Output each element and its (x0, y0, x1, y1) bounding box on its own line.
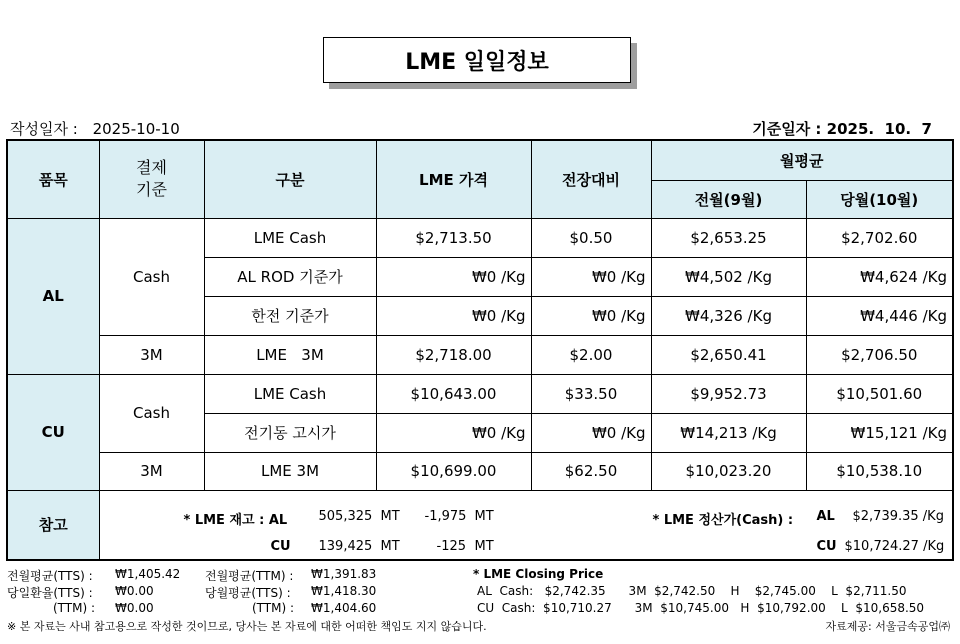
item-al: AL (7, 218, 99, 374)
price-cell: $2,713.50 (376, 218, 531, 257)
price-cell: $10,643.00 (376, 374, 531, 413)
category-cell: LME Cash (204, 218, 376, 257)
header-settle: 결제 기준 (99, 140, 204, 218)
cu-closing-price: CU Cash: $10,710.27 3M $10,745.00 H $10,792.00 L $10,658.50 (477, 601, 925, 615)
data-source: 자료제공: 서울금속공업㈜ (825, 620, 950, 633)
page-title: LME 일일정보 (323, 37, 631, 83)
reference-row (7, 490, 953, 560)
price-cell: $10,699.00 (376, 452, 531, 490)
table-row (7, 335, 953, 374)
stock-cu-label: CU (270, 538, 291, 554)
stock-al-change: -1,975 (424, 508, 467, 524)
price-cell: ₩0 /Kg (376, 257, 531, 296)
stock-cu-change-unit: MT (474, 538, 494, 554)
header-category: 구분 (204, 140, 376, 218)
change-cell: $0.50 (531, 218, 651, 257)
created-date-value: 2025-10-10 (92, 120, 180, 138)
item-cu: CU (7, 374, 99, 490)
today-rate-tts-value: ₩0.00 (115, 584, 154, 598)
this-avg-ttm-label: (TTM) : (252, 601, 295, 615)
settle-cu-value: $10,724.27 /Kg (844, 538, 945, 554)
header-this-month: 당월(10월) (806, 180, 953, 218)
prev-avg-tts-label: 전월평균(TTS) : (7, 569, 93, 583)
prev-month-cell: ₩4,502 /Kg (651, 257, 806, 296)
settle-price-label: * LME 정산가(Cash) : (652, 512, 794, 528)
this-month-cell: $10,538.10 (806, 452, 953, 490)
this-month-cell: ₩4,624 /Kg (806, 257, 953, 296)
prev-avg-ttm-value: ₩1,391.83 (311, 567, 377, 581)
header-prev-month: 전월(9월) (651, 180, 806, 218)
al-closing-price: AL Cash: $2,742.35 3M $2,742.50 H $2,745.00 L $2,711.50 (477, 584, 907, 598)
header-change: 전장대비 (531, 140, 651, 218)
change-cell: ₩0 /Kg (531, 296, 651, 335)
category-cell: 한전 기준가 (204, 296, 376, 335)
change-cell: $2.00 (531, 335, 651, 374)
prev-avg-tts-value: ₩1,405.42 (115, 567, 181, 581)
category-cell: LME 3M (204, 452, 376, 490)
settle-cu-cash: Cash (99, 374, 204, 452)
this-month-cell: $10,501.60 (806, 374, 953, 413)
category-cell: LME 3M (204, 335, 376, 374)
closing-price-title: * LME Closing Price (473, 567, 604, 581)
this-month-cell: ₩15,121 /Kg (806, 413, 953, 452)
this-avg-tts-value: ₩1,418.30 (311, 584, 377, 598)
price-cell: ₩0 /Kg (376, 296, 531, 335)
price-cell: ₩0 /Kg (376, 413, 531, 452)
stock-al-change-unit: MT (474, 508, 494, 524)
created-date-label: 작성일자 : (10, 120, 78, 138)
prev-month-cell: $2,653.25 (651, 218, 806, 257)
change-cell: ₩0 /Kg (531, 413, 651, 452)
reference-label: 참고 (7, 490, 99, 560)
created-date (10, 118, 180, 139)
stock-cu-unit: MT (380, 538, 400, 554)
stock-cu-qty: 139,425 (318, 538, 373, 554)
reference-content (99, 490, 953, 560)
prev-month-cell: ₩14,213 /Kg (651, 413, 806, 452)
table-row (7, 218, 953, 257)
this-month-cell: $2,702.60 (806, 218, 953, 257)
header-monthly-avg: 월평균 (651, 140, 953, 180)
change-cell: ₩0 /Kg (531, 257, 651, 296)
settle-al-3m: 3M (99, 335, 204, 374)
table-row (7, 452, 953, 490)
lme-price-table (6, 139, 954, 561)
today-rate-ttm-value: ₩0.00 (115, 601, 154, 615)
this-month-cell: ₩4,446 /Kg (806, 296, 953, 335)
stock-label: * LME 재고 : AL (183, 512, 288, 528)
base-date-label: 기준일자 : (752, 120, 822, 138)
settle-al-label: AL (816, 508, 835, 524)
price-cell: $2,718.00 (376, 335, 531, 374)
prev-month-cell: $2,650.41 (651, 335, 806, 374)
base-date (752, 118, 932, 139)
category-cell: 전기동 고시가 (204, 413, 376, 452)
prev-month-cell: ₩4,326 /Kg (651, 296, 806, 335)
disclaimer-notice: ※ 본 자료는 사내 참고용으로 작성한 것이므로, 당사는 본 자료에 대한 어떠한 책임도 지지 않습니다. (7, 620, 487, 633)
settle-cu-3m: 3M (99, 452, 204, 490)
settle-cu-label: CU (816, 538, 837, 554)
stock-al-unit: MT (380, 508, 400, 524)
today-rate-ttm-label: (TTM) : (53, 601, 96, 615)
table-row (7, 374, 953, 413)
today-rate-tts-label: 당일환율(TTS) : (7, 586, 93, 600)
header-item: 품목 (7, 140, 99, 218)
prev-avg-ttm-label: 전월평균(TTM) : (205, 569, 294, 583)
category-cell: AL ROD 기준가 (204, 257, 376, 296)
change-cell: $62.50 (531, 452, 651, 490)
settle-al-value: $2,739.35 /Kg (852, 508, 944, 524)
header-lme-price: LME 가격 (376, 140, 531, 218)
change-cell: $33.50 (531, 374, 651, 413)
this-avg-tts-label: 당월평균(TTS) : (205, 586, 291, 600)
prev-month-cell: $9,952.73 (651, 374, 806, 413)
this-month-cell: $2,706.50 (806, 335, 953, 374)
base-date-value: 2025. 10. 7 (826, 120, 932, 138)
this-avg-ttm-value: ₩1,404.60 (311, 601, 377, 615)
settle-al-cash: Cash (99, 218, 204, 335)
category-cell: LME Cash (204, 374, 376, 413)
prev-month-cell: $10,023.20 (651, 452, 806, 490)
stock-cu-change: -125 (436, 538, 467, 554)
stock-al-qty: 505,325 (318, 508, 373, 524)
